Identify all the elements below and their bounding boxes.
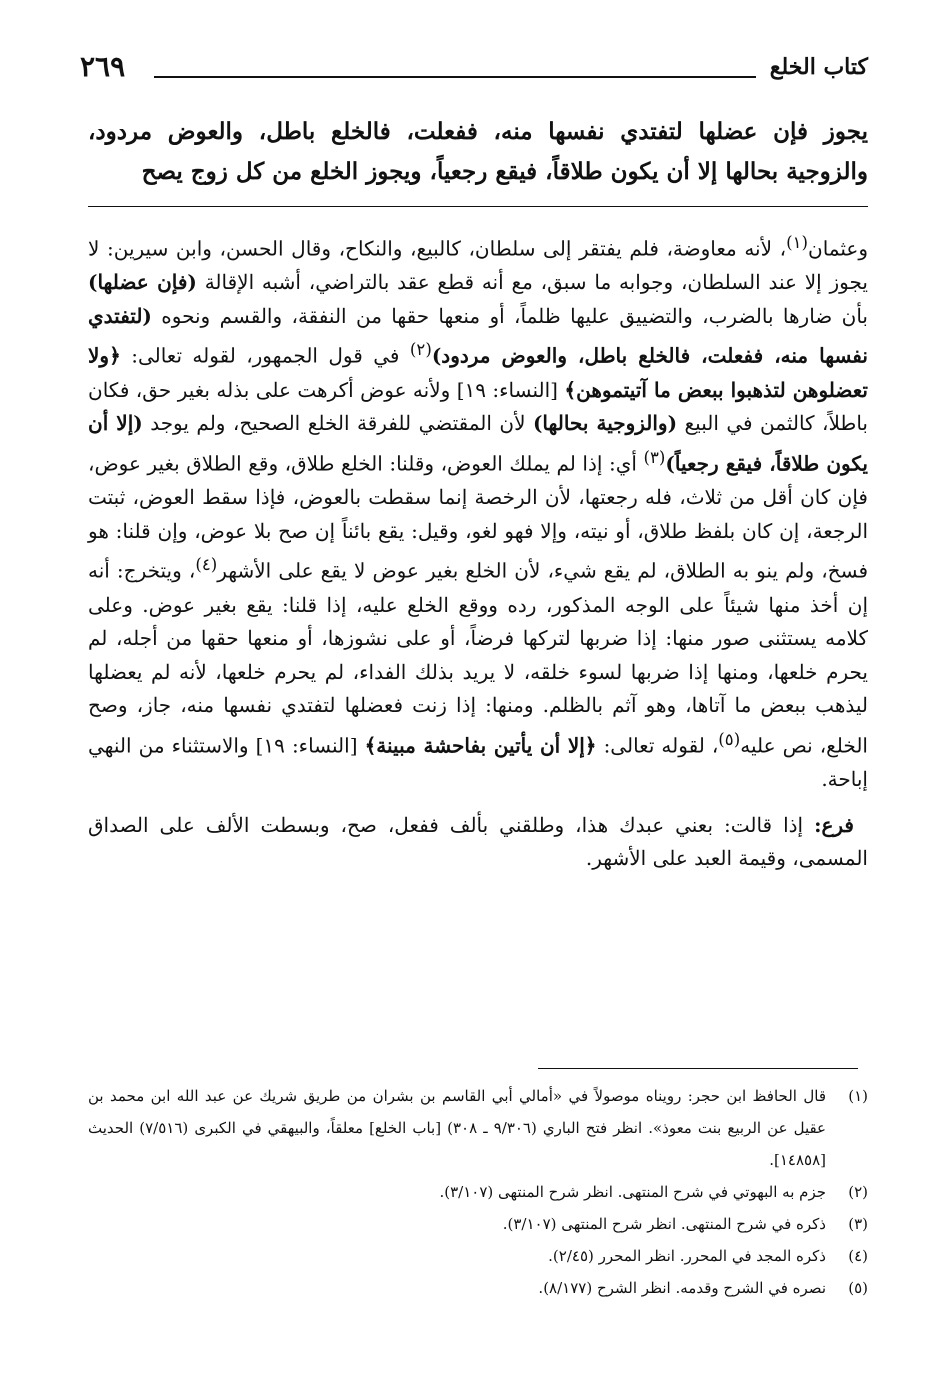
quran-verse: ﴿ولا تعضلوهن لتذهبوا ببعض ما آتيتموهن﴾ (88, 344, 868, 402)
footnote-marker: (١) (786, 233, 809, 252)
footnote-text: ذكره في شرح المنتهى. انظر شرح المنتهى (٣/١٠٧). (502, 1215, 826, 1233)
footnote-marker: (٥) (718, 729, 741, 749)
furu-paragraph (88, 809, 868, 876)
footnote-marker: (٢) (409, 340, 432, 360)
furu-label: فرع: (814, 812, 854, 837)
page-header (80, 50, 868, 90)
footnote-marker: (٣) (643, 447, 666, 467)
chapter-title: كتاب الخلع (769, 54, 868, 80)
footnote-number: (٣) (848, 1215, 868, 1233)
commentary (88, 226, 868, 876)
commentary-text: [النساء: ١٩] والاستثناء من النهي إباحة. (88, 733, 868, 792)
footnote-marker: (٤) (195, 555, 218, 575)
commentary-paragraph (88, 226, 868, 797)
quran-verse: ﴿إلا أن يأتين بفاحشة مبينة﴾ (364, 733, 597, 758)
quoted-main-text: (لتفتدي نفسها منه، ففعلت، فالخلع باطل، والعوض مردود) (88, 303, 868, 369)
main-text-separator (88, 206, 868, 207)
commentary-text: لأن المقتضي للفرقة الخلع الصحيح، ولم يوجد (142, 411, 533, 436)
footnote-number: (٥) (848, 1279, 868, 1297)
commentary-text: في قول الجمهور، لقوله تعالى: (120, 344, 410, 369)
footnote-number: (١) (848, 1087, 868, 1105)
footnote-separator (538, 1068, 858, 1069)
header-rule (154, 76, 756, 78)
commentary-text: ، لقوله تعالى: (596, 733, 719, 758)
footnote (88, 1272, 868, 1304)
footnote (88, 1208, 868, 1240)
commentary-text: [النساء: ١٩] ولأنه عوض أكرهت على بذله بغير حق، فكان باطلاً، كالثمن في البيع (88, 377, 868, 436)
commentary-text: أي: إذا لم يملك العوض، وقلنا: الخلع طلاق، وقع الطلاق بغير عوض، فإن كان أقل من ثلاث، فله رجعتها، لأن الرخصة إنما سقطت بالعوض، فإذا سقط العوض، ثبتت الرجعة، إن كان بلفظ طلاق، أو نيته، وإلا فهو لغو، وقيل: يقع بائناً إن صح بلا عوض، وإن قلنا: هو فسخ، ولم ينو به الطلاق، لم يقع شيء، لأن الخلع بغير عوض لا يقع على الأشهر (88, 451, 868, 583)
footnote-text: قال الحافظ ابن حجر: رويناه موصولاً في «أمالي أبي القاسم بن بشران من طريق شريك عن عبد الله ابن محمد بن عقيل عن الربيع بنت معوذ». انظر فتح الباري (٩/٣٠٦ ـ ٣٠٨) [باب الخلع] معلقاً، والبيهقي في الكبرى (٧/٥١٦) الحديث [١٤٨٥٨]. (88, 1087, 827, 1169)
main-text (88, 112, 868, 192)
footnote (88, 1240, 868, 1272)
commentary-text: وعثمان (808, 236, 868, 261)
footnote (88, 1176, 868, 1208)
footnote-text: جزم به البهوتي في شرح المنتهى. انظر شرح المنتهى (٣/١٠٧). (439, 1183, 826, 1201)
footnote-text: نصره في الشرح وقدمه. انظر الشرح (٨/١٧٧). (538, 1279, 826, 1297)
footnote-number: (٢) (848, 1183, 868, 1201)
footnote-number: (٤) (848, 1247, 868, 1265)
quoted-main-text: (فإن عضلها) (88, 270, 197, 295)
quoted-main-text: (والزوجية بحالها) (532, 411, 678, 436)
page-number: ٢٦٩ (80, 50, 126, 83)
footnotes (88, 1080, 868, 1304)
main-text-paragraph: يجوز فإن عضلها لتفتدي نفسها منه، ففعلت، فالخلع باطل، والعوض مردود، والزوجية بحالها إلا أن يكون طلاقاً، فيقع رجعياً، ويجوز الخلع من كل زوج يصح (88, 118, 868, 185)
commentary-text: ، لأنه معاوضة، فلم يفتقر إلى سلطان، كالبيع، والنكاح، وقال الحسن، وابن سيرين: لا يجوز إلا عند السلطان، وجوابه ما سبق، مع أنه قطع عقد بالتراضي، أشبه الإقالة (88, 236, 868, 295)
commentary-text: إذا قالت: بعني عبدك هذا، وطلقني بألف ففعل، صح، وبسطت الألف على الصداق المسمى، وقيمة العبد على الأشهر. (88, 812, 868, 871)
quoted-main-text: (إلا أن يكون طلاقاً، فيقع رجعياً) (88, 411, 868, 476)
footnote-text: ذكره المجد في المحرر. انظر المحرر (٢/٤٥). (548, 1247, 826, 1265)
commentary-text: ، ويتخرج: أنه إن أخذ منها شيئاً على الوجه المذكور، رده ووقع الخلع عليه، إذا قلنا: يقع بغير عوض. وعلى كلامه يستثنى صور منها: إذا ضربها لتركها فرضاً، أو على نشوزها، أو منعها حقها من أجله، لم يحرم خلعها، ومنها إذا ضربها لسوء خلقه، لا يريد بذلك الفداء، لم يحرم خلعها، لأنه لم يعضلها ليذهب ببعض ما آتاها، وهو آثم بالظلم. ومنها: إذا زنت فعضلها لتفتدي نفسها منه، جاز، وصح الخلع، نص عليه (88, 558, 868, 758)
commentary-text: بأن ضارها بالضرب، والتضييق عليها ظلماً، أو منعها حقها من النفقة، والقسم ونحوه (151, 303, 868, 328)
footnote (88, 1080, 868, 1176)
